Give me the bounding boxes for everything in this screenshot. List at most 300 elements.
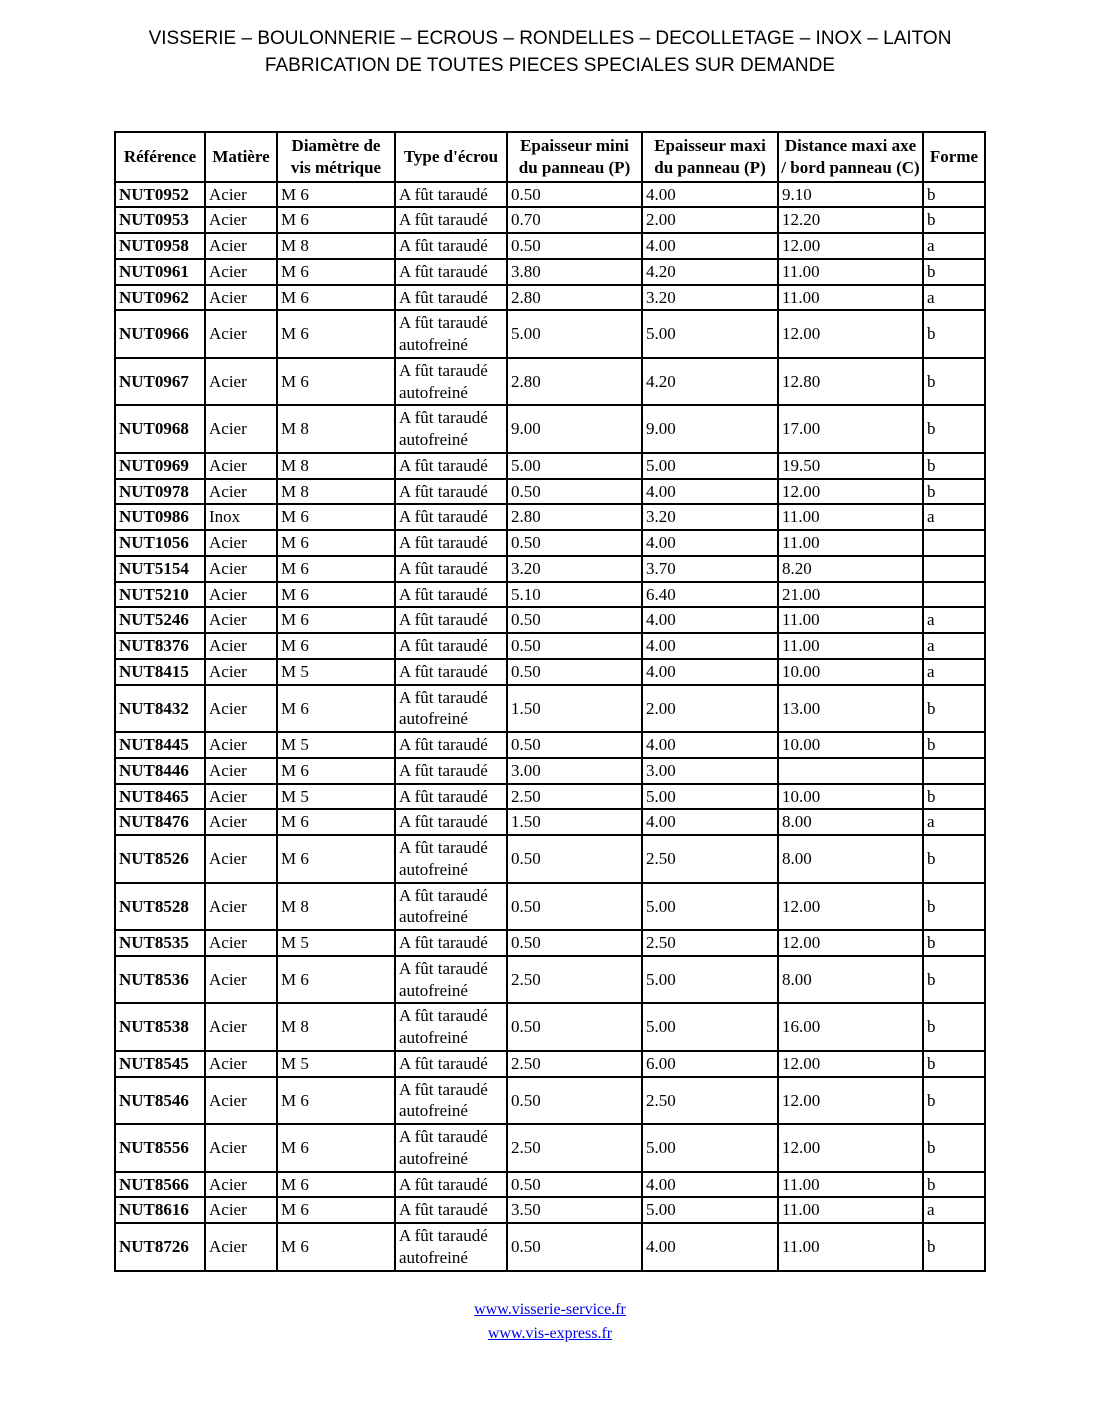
cell-matiere: Acier	[205, 582, 277, 608]
cell-epaisseur-mini: 2.50	[507, 784, 642, 810]
cell-epaisseur-mini: 5.00	[507, 453, 642, 479]
cell-epaisseur-mini: 2.80	[507, 358, 642, 406]
cell-epaisseur-maxi: 2.50	[642, 1077, 778, 1125]
cell-diametre-vis: M 6	[277, 1172, 395, 1198]
cell-matiere: Acier	[205, 182, 277, 208]
cell-distance-maxi: 12.00	[778, 930, 923, 956]
cell-type-ecrou: A fût taraudé	[395, 659, 507, 685]
cell-diametre-vis: M 6	[277, 607, 395, 633]
cell-forme: b	[923, 207, 985, 233]
cell-matiere: Acier	[205, 732, 277, 758]
cell-type-ecrou: A fût taraudé	[395, 207, 507, 233]
cell-diametre-vis: M 6	[277, 207, 395, 233]
cell-reference: NUT8616	[115, 1197, 205, 1223]
cell-epaisseur-mini: 3.50	[507, 1197, 642, 1223]
cell-epaisseur-mini: 0.50	[507, 835, 642, 883]
table-row	[115, 956, 985, 1004]
cell-type-ecrou: A fût taraudé autofreiné	[395, 1124, 507, 1172]
cell-matiere: Acier	[205, 530, 277, 556]
cell-reference: NUT0958	[115, 233, 205, 259]
cell-epaisseur-maxi: 4.00	[642, 233, 778, 259]
cell-forme	[923, 582, 985, 608]
table-row	[115, 1077, 985, 1125]
cell-type-ecrou: A fût taraudé	[395, 504, 507, 530]
cell-type-ecrou: A fût taraudé	[395, 633, 507, 659]
cell-reference: NUT8465	[115, 784, 205, 810]
cell-diametre-vis: M 6	[277, 259, 395, 285]
cell-epaisseur-maxi: 9.00	[642, 405, 778, 453]
link-visserie-service[interactable]: www.visserie-service.fr	[474, 1300, 626, 1318]
cell-matiere: Acier	[205, 809, 277, 835]
cell-matiere: Acier	[205, 1197, 277, 1223]
cell-epaisseur-maxi: 4.00	[642, 479, 778, 505]
cell-diametre-vis: M 6	[277, 504, 395, 530]
cell-epaisseur-maxi: 5.00	[642, 784, 778, 810]
cell-epaisseur-maxi: 2.00	[642, 207, 778, 233]
page-header	[0, 0, 1100, 79]
cell-type-ecrou: A fût taraudé	[395, 182, 507, 208]
cell-diametre-vis: M 6	[277, 835, 395, 883]
cell-epaisseur-maxi: 2.50	[642, 835, 778, 883]
cell-distance-maxi: 12.00	[778, 479, 923, 505]
cell-matiere: Acier	[205, 259, 277, 285]
cell-distance-maxi: 12.00	[778, 233, 923, 259]
cell-epaisseur-mini: 2.50	[507, 956, 642, 1004]
cell-distance-maxi: 16.00	[778, 1003, 923, 1051]
cell-epaisseur-maxi: 3.70	[642, 556, 778, 582]
cell-reference: NUT8535	[115, 930, 205, 956]
cell-distance-maxi: 11.00	[778, 530, 923, 556]
cell-type-ecrou: A fût taraudé autofreiné	[395, 405, 507, 453]
cell-matiere: Acier	[205, 659, 277, 685]
cell-epaisseur-mini: 3.20	[507, 556, 642, 582]
cell-distance-maxi: 12.00	[778, 1124, 923, 1172]
cell-type-ecrou: A fût taraudé	[395, 758, 507, 784]
cell-diametre-vis: M 6	[277, 182, 395, 208]
cell-epaisseur-maxi: 4.00	[642, 809, 778, 835]
table-row	[115, 259, 985, 285]
cell-reference: NUT8446	[115, 758, 205, 784]
cell-distance-maxi: 11.00	[778, 1197, 923, 1223]
cell-distance-maxi: 12.00	[778, 883, 923, 931]
cell-diametre-vis: M 5	[277, 732, 395, 758]
cell-epaisseur-maxi: 5.00	[642, 1197, 778, 1223]
cell-reference: NUT0953	[115, 207, 205, 233]
table-row	[115, 809, 985, 835]
cell-epaisseur-maxi: 4.00	[642, 1172, 778, 1198]
cell-matiere: Acier	[205, 207, 277, 233]
cell-matiere: Acier	[205, 453, 277, 479]
cell-forme: b	[923, 259, 985, 285]
cell-diametre-vis: M 6	[277, 582, 395, 608]
table-row	[115, 1172, 985, 1198]
cell-epaisseur-mini: 0.50	[507, 233, 642, 259]
cell-matiere: Acier	[205, 883, 277, 931]
cell-matiere: Acier	[205, 1051, 277, 1077]
cell-type-ecrou: A fût taraudé	[395, 453, 507, 479]
cell-forme: b	[923, 1223, 985, 1271]
cell-distance-maxi: 17.00	[778, 405, 923, 453]
cell-diametre-vis: M 6	[277, 530, 395, 556]
cell-forme: b	[923, 1124, 985, 1172]
cell-epaisseur-mini: 5.00	[507, 310, 642, 358]
cell-forme: b	[923, 1051, 985, 1077]
cell-epaisseur-maxi: 2.00	[642, 685, 778, 733]
cell-epaisseur-mini: 0.50	[507, 633, 642, 659]
cell-type-ecrou: A fût taraudé	[395, 530, 507, 556]
cell-forme: b	[923, 685, 985, 733]
cell-type-ecrou: A fût taraudé	[395, 233, 507, 259]
cell-diametre-vis: M 6	[277, 956, 395, 1004]
cell-distance-maxi: 9.10	[778, 182, 923, 208]
cell-reference: NUT8476	[115, 809, 205, 835]
cell-forme: b	[923, 1077, 985, 1125]
table-row	[115, 1051, 985, 1077]
cell-forme: a	[923, 659, 985, 685]
table-row	[115, 233, 985, 259]
cell-matiere: Acier	[205, 405, 277, 453]
cell-reference: NUT8528	[115, 883, 205, 931]
cell-epaisseur-maxi: 6.40	[642, 582, 778, 608]
table-row	[115, 310, 985, 358]
cell-matiere: Acier	[205, 930, 277, 956]
cell-distance-maxi: 11.00	[778, 633, 923, 659]
cell-forme: a	[923, 633, 985, 659]
cell-distance-maxi: 10.00	[778, 784, 923, 810]
cell-reference: NUT8545	[115, 1051, 205, 1077]
cell-matiere: Acier	[205, 784, 277, 810]
cell-reference: NUT8445	[115, 732, 205, 758]
cell-reference: NUT5154	[115, 556, 205, 582]
link-vis-express[interactable]: www.vis-express.fr	[487, 1324, 613, 1342]
column-header-matiere: Matière	[205, 132, 277, 182]
cell-epaisseur-maxi: 5.00	[642, 956, 778, 1004]
cell-epaisseur-mini: 2.80	[507, 504, 642, 530]
cell-type-ecrou: A fût taraudé autofreiné	[395, 1003, 507, 1051]
cell-reference: NUT0966	[115, 310, 205, 358]
cell-matiere: Acier	[205, 1172, 277, 1198]
column-header-epaisseur-mini: Epaisseur mini du panneau (P)	[507, 132, 642, 182]
cell-forme: b	[923, 310, 985, 358]
header-row	[115, 132, 985, 182]
table-row	[115, 358, 985, 406]
cell-epaisseur-maxi: 3.20	[642, 285, 778, 311]
cell-diametre-vis: M 5	[277, 1051, 395, 1077]
title-line-1: VISSERIE – BOULONNERIE – ECROUS – RONDELLES – DECOLLETAGE – INOX – LAITON	[148, 28, 952, 49]
cell-reference: NUT8432	[115, 685, 205, 733]
table-row	[115, 285, 985, 311]
cell-epaisseur-mini: 0.50	[507, 1003, 642, 1051]
cell-type-ecrou: A fût taraudé	[395, 1051, 507, 1077]
cell-distance-maxi: 11.00	[778, 1223, 923, 1271]
cell-type-ecrou: A fût taraudé	[395, 784, 507, 810]
cell-epaisseur-maxi: 4.00	[642, 607, 778, 633]
cell-epaisseur-maxi: 5.00	[642, 310, 778, 358]
column-header-reference: Référence	[115, 132, 205, 182]
cell-epaisseur-mini: 2.50	[507, 1051, 642, 1077]
table-row	[115, 582, 985, 608]
cell-type-ecrou: A fût taraudé autofreiné	[395, 883, 507, 931]
title-line-2: FABRICATION DE TOUTES PIECES SPECIALES SUR DEMANDE	[264, 54, 836, 76]
cell-matiere: Acier	[205, 685, 277, 733]
cell-diametre-vis: M 6	[277, 1223, 395, 1271]
cell-type-ecrou: A fût taraudé	[395, 582, 507, 608]
cell-distance-maxi: 8.00	[778, 956, 923, 1004]
cell-epaisseur-mini: 0.50	[507, 1077, 642, 1125]
cell-epaisseur-maxi: 5.00	[642, 883, 778, 931]
cell-epaisseur-mini: 0.50	[507, 1172, 642, 1198]
cell-distance-maxi: 11.00	[778, 504, 923, 530]
cell-diametre-vis: M 6	[277, 358, 395, 406]
cell-distance-maxi: 11.00	[778, 285, 923, 311]
cell-diametre-vis: M 6	[277, 633, 395, 659]
cell-reference: NUT8556	[115, 1124, 205, 1172]
cell-type-ecrou: A fût taraudé autofreiné	[395, 1077, 507, 1125]
table-row	[115, 1223, 985, 1271]
cell-diametre-vis: M 6	[277, 285, 395, 311]
cell-epaisseur-maxi: 6.00	[642, 1051, 778, 1077]
cell-epaisseur-mini: 0.50	[507, 607, 642, 633]
cell-distance-maxi: 12.20	[778, 207, 923, 233]
cell-type-ecrou: A fût taraudé	[395, 259, 507, 285]
cell-type-ecrou: A fût taraudé	[395, 1197, 507, 1223]
cell-distance-maxi: 8.00	[778, 809, 923, 835]
cell-reference: NUT8376	[115, 633, 205, 659]
table-body	[115, 182, 985, 1271]
cell-matiere: Acier	[205, 479, 277, 505]
table-row	[115, 784, 985, 810]
cell-diametre-vis: M 8	[277, 479, 395, 505]
table-row	[115, 758, 985, 784]
cell-epaisseur-maxi: 5.00	[642, 1003, 778, 1051]
table-row	[115, 405, 985, 453]
cell-reference: NUT0986	[115, 504, 205, 530]
cell-distance-maxi: 11.00	[778, 607, 923, 633]
cell-distance-maxi: 12.00	[778, 310, 923, 358]
cell-epaisseur-mini: 3.80	[507, 259, 642, 285]
cell-reference: NUT0962	[115, 285, 205, 311]
cell-epaisseur-mini: 5.10	[507, 582, 642, 608]
cell-forme: b	[923, 784, 985, 810]
cell-type-ecrou: A fût taraudé	[395, 285, 507, 311]
cell-forme: b	[923, 182, 985, 208]
cell-matiere: Acier	[205, 1223, 277, 1271]
cell-type-ecrou: A fût taraudé autofreiné	[395, 835, 507, 883]
cell-distance-maxi: 12.80	[778, 358, 923, 406]
cell-distance-maxi: 19.50	[778, 453, 923, 479]
table-row	[115, 1197, 985, 1223]
cell-distance-maxi	[778, 758, 923, 784]
cell-epaisseur-mini: 0.70	[507, 207, 642, 233]
cell-matiere: Acier	[205, 285, 277, 311]
column-header-forme: Forme	[923, 132, 985, 182]
table-row	[115, 685, 985, 733]
cell-epaisseur-maxi: 4.00	[642, 633, 778, 659]
cell-diametre-vis: M 6	[277, 1124, 395, 1172]
cell-forme: a	[923, 1197, 985, 1223]
cell-diametre-vis: M 6	[277, 809, 395, 835]
cell-reference: NUT8538	[115, 1003, 205, 1051]
cell-forme	[923, 530, 985, 556]
cell-matiere: Acier	[205, 556, 277, 582]
cell-type-ecrou: A fût taraudé	[395, 732, 507, 758]
cell-forme: b	[923, 453, 985, 479]
cell-diametre-vis: M 6	[277, 556, 395, 582]
table-row	[115, 607, 985, 633]
cell-forme: b	[923, 883, 985, 931]
table-row	[115, 732, 985, 758]
cell-epaisseur-maxi: 5.00	[642, 453, 778, 479]
cell-epaisseur-maxi: 3.20	[642, 504, 778, 530]
cell-epaisseur-mini: 0.50	[507, 182, 642, 208]
cell-forme: a	[923, 607, 985, 633]
cell-epaisseur-maxi: 2.50	[642, 930, 778, 956]
cell-forme: b	[923, 358, 985, 406]
cell-epaisseur-mini: 2.50	[507, 1124, 642, 1172]
cell-distance-maxi: 12.00	[778, 1077, 923, 1125]
cell-matiere: Acier	[205, 310, 277, 358]
cell-reference: NUT8726	[115, 1223, 205, 1271]
cell-forme: a	[923, 233, 985, 259]
cell-forme: b	[923, 835, 985, 883]
cell-epaisseur-mini: 1.50	[507, 685, 642, 733]
cell-reference: NUT0952	[115, 182, 205, 208]
cell-epaisseur-maxi: 3.00	[642, 758, 778, 784]
cell-reference: NUT8536	[115, 956, 205, 1004]
cell-diametre-vis: M 8	[277, 1003, 395, 1051]
cell-epaisseur-maxi: 4.00	[642, 1223, 778, 1271]
cell-reference: NUT0967	[115, 358, 205, 406]
column-header-epaisseur-maxi: Epaisseur maxi du panneau (P)	[642, 132, 778, 182]
cell-distance-maxi: 10.00	[778, 659, 923, 685]
table-row	[115, 530, 985, 556]
column-header-distance-maxi: Distance maxi axe / bord panneau (C)	[778, 132, 923, 182]
cell-diametre-vis: M 6	[277, 1077, 395, 1125]
cell-forme: b	[923, 405, 985, 453]
cell-epaisseur-maxi: 4.00	[642, 530, 778, 556]
cell-type-ecrou: A fût taraudé	[395, 930, 507, 956]
cell-matiere: Acier	[205, 233, 277, 259]
cell-reference: NUT8526	[115, 835, 205, 883]
cell-epaisseur-mini: 0.50	[507, 479, 642, 505]
table-row	[115, 453, 985, 479]
cell-epaisseur-mini: 0.50	[507, 1223, 642, 1271]
table-row	[115, 1124, 985, 1172]
cell-matiere: Acier	[205, 835, 277, 883]
cell-reference: NUT1056	[115, 530, 205, 556]
cell-distance-maxi: 8.20	[778, 556, 923, 582]
cell-matiere: Acier	[205, 1077, 277, 1125]
cell-reference: NUT8566	[115, 1172, 205, 1198]
table-row	[115, 633, 985, 659]
cell-diametre-vis: M 8	[277, 233, 395, 259]
cell-epaisseur-mini: 0.50	[507, 732, 642, 758]
cell-forme: b	[923, 479, 985, 505]
table-row	[115, 207, 985, 233]
cell-reference: NUT8546	[115, 1077, 205, 1125]
cell-matiere: Acier	[205, 358, 277, 406]
cell-distance-maxi: 12.00	[778, 1051, 923, 1077]
table-row	[115, 182, 985, 208]
cell-epaisseur-mini: 0.50	[507, 659, 642, 685]
cell-forme: a	[923, 285, 985, 311]
table-row	[115, 1003, 985, 1051]
cell-epaisseur-mini: 0.50	[507, 883, 642, 931]
cell-epaisseur-maxi: 4.00	[642, 732, 778, 758]
cell-forme: b	[923, 1172, 985, 1198]
cell-distance-maxi: 13.00	[778, 685, 923, 733]
cell-epaisseur-maxi: 5.00	[642, 1124, 778, 1172]
cell-matiere: Acier	[205, 758, 277, 784]
cell-matiere: Acier	[205, 956, 277, 1004]
cell-epaisseur-mini: 9.00	[507, 405, 642, 453]
cell-diametre-vis: M 5	[277, 930, 395, 956]
cell-forme	[923, 556, 985, 582]
table-row	[115, 556, 985, 582]
cell-matiere: Acier	[205, 607, 277, 633]
cell-matiere: Acier	[205, 1003, 277, 1051]
cell-type-ecrou: A fût taraudé autofreiné	[395, 956, 507, 1004]
cell-epaisseur-mini: 3.00	[507, 758, 642, 784]
cell-reference: NUT5246	[115, 607, 205, 633]
table-row	[115, 930, 985, 956]
cell-epaisseur-maxi: 4.20	[642, 358, 778, 406]
cell-matiere: Acier	[205, 1124, 277, 1172]
cell-diametre-vis: M 5	[277, 784, 395, 810]
cell-reference: NUT0961	[115, 259, 205, 285]
cell-diametre-vis: M 5	[277, 659, 395, 685]
table-row	[115, 504, 985, 530]
column-header-type-ecrou: Type d'écrou	[395, 132, 507, 182]
cell-forme: b	[923, 732, 985, 758]
cell-epaisseur-maxi: 4.00	[642, 182, 778, 208]
column-header-diametre-vis: Diamètre de vis métrique	[277, 132, 395, 182]
parts-table	[114, 131, 986, 1272]
cell-forme: b	[923, 956, 985, 1004]
cell-matiere: Acier	[205, 633, 277, 659]
cell-diametre-vis: M 6	[277, 310, 395, 358]
cell-epaisseur-mini: 0.50	[507, 530, 642, 556]
cell-distance-maxi: 10.00	[778, 732, 923, 758]
cell-type-ecrou: A fût taraudé	[395, 607, 507, 633]
cell-epaisseur-mini: 1.50	[507, 809, 642, 835]
cell-forme	[923, 758, 985, 784]
cell-forme: a	[923, 809, 985, 835]
cell-type-ecrou: A fût taraudé	[395, 556, 507, 582]
table-row	[115, 659, 985, 685]
table-row	[115, 835, 985, 883]
cell-matiere: Inox	[205, 504, 277, 530]
cell-type-ecrou: A fût taraudé autofreiné	[395, 358, 507, 406]
cell-distance-maxi: 11.00	[778, 1172, 923, 1198]
cell-diametre-vis: M 6	[277, 685, 395, 733]
cell-reference: NUT0968	[115, 405, 205, 453]
cell-distance-maxi: 11.00	[778, 259, 923, 285]
cell-diametre-vis: M 8	[277, 883, 395, 931]
cell-diametre-vis: M 6	[277, 1197, 395, 1223]
cell-epaisseur-mini: 0.50	[507, 930, 642, 956]
cell-diametre-vis: M 8	[277, 405, 395, 453]
cell-type-ecrou: A fût taraudé	[395, 479, 507, 505]
cell-reference: NUT8415	[115, 659, 205, 685]
cell-diametre-vis: M 6	[277, 758, 395, 784]
cell-reference: NUT0978	[115, 479, 205, 505]
cell-epaisseur-maxi: 4.20	[642, 259, 778, 285]
cell-type-ecrou: A fût taraudé autofreiné	[395, 685, 507, 733]
cell-reference: NUT5210	[115, 582, 205, 608]
cell-diametre-vis: M 8	[277, 453, 395, 479]
cell-epaisseur-maxi: 4.00	[642, 659, 778, 685]
